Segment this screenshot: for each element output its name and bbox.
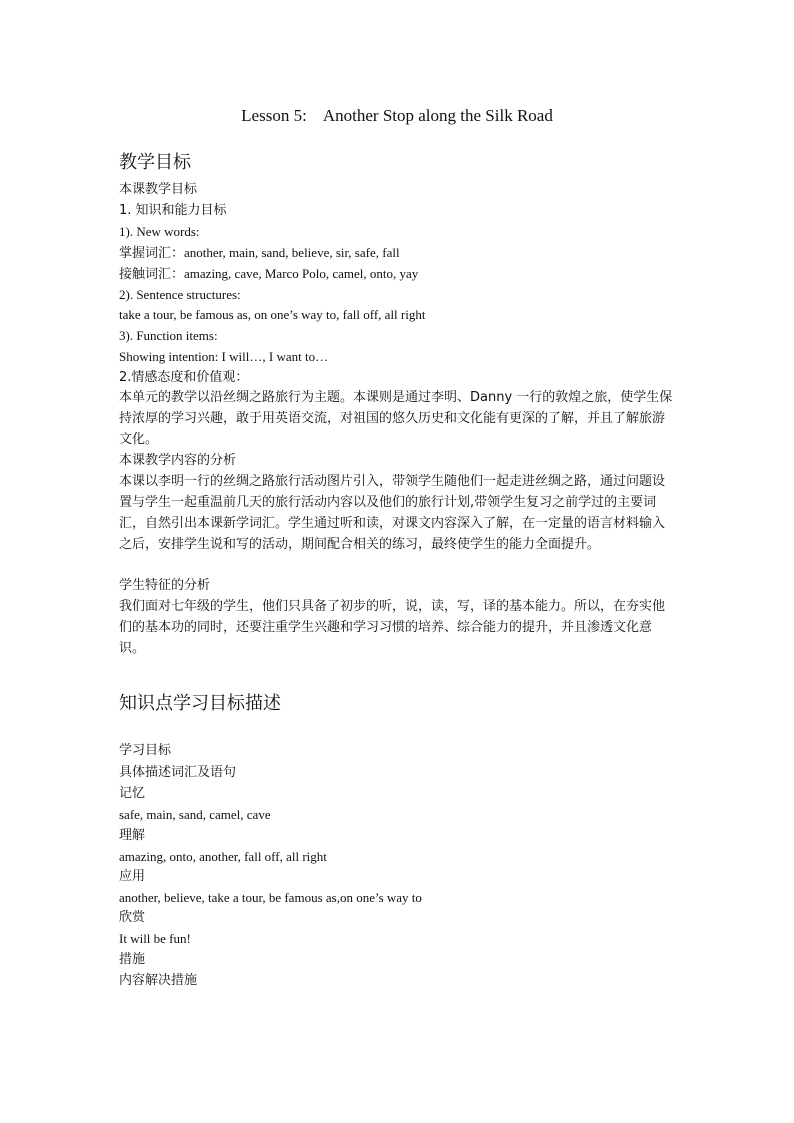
master-vocab-words: another, main, sand, believe, sir, safe, fall [184, 245, 400, 260]
appreciate-label: 欣赏 [119, 910, 146, 925]
understand-words: amazing, onto, another, fall off, all right [119, 849, 327, 864]
memory-label: 记忆 [119, 786, 146, 801]
function-items-label: 3). Function items: [119, 328, 218, 343]
contact-vocab-line [119, 265, 418, 284]
master-vocab-line [119, 244, 400, 263]
sentence-structures-list: take a tour, be famous as, on one’s way to, fall off, all right [119, 307, 426, 322]
attitude-values-item: 2.情感态度和价值观： [119, 370, 249, 385]
appreciate-words: It will be fun! [119, 931, 191, 946]
section-heading-knowledge-goals: 知识点学习目标描述 [119, 693, 281, 714]
new-words-label: 1). New words: [119, 224, 200, 239]
attitude-paragraph: 本单元的教学以沿丝绸之路旅行为主题。本课则是通过李明、Danny 一行的敦煌之旅，使学生保持浓厚的学习兴趣，敢于用英语交流，对祖国的悠久历史和文化能有更深的了解，并且了解旅游文化。 [119, 390, 673, 447]
memory-words: safe, main, sand, camel, cave [119, 807, 271, 822]
master-vocab-label: 掌握词汇： [119, 246, 185, 261]
lesson-title: Lesson 5: Another Stop along the Silk Road [241, 106, 553, 125]
learning-goal-label: 学习目标 [119, 743, 172, 758]
description-label: 具体描述词汇及语句 [119, 765, 237, 780]
section-heading-teaching-goals: 教学目标 [119, 152, 191, 173]
contact-vocab-label: 接触词汇： [119, 267, 185, 282]
content-analysis-heading: 本课教学内容的分析 [119, 453, 237, 468]
measures-label: 措施 [119, 952, 146, 967]
apply-words: another, believe, take a tour, be famous as,on one’s way to [119, 890, 422, 905]
understand-label: 理解 [119, 828, 146, 843]
student-analysis-heading: 学生特征的分析 [119, 578, 211, 593]
content-measures-label: 内容解决措施 [119, 973, 198, 988]
apply-label: 应用 [119, 869, 146, 884]
showing-intention-line: Showing intention: I will…, I want to… [119, 349, 329, 364]
sentence-structures-label: 2). Sentence structures: [119, 287, 241, 302]
knowledge-ability-item: 1. 知识和能力目标 [119, 203, 227, 218]
lesson-goals-heading: 本课教学目标 [119, 182, 198, 197]
contact-vocab-words: amazing, cave, Marco Polo, camel, onto, yay [184, 266, 419, 281]
content-analysis-paragraph: 本课以李明一行的丝绸之路旅行活动图片引入，带领学生随他们一起走进丝绸之路，通过问题设置与学生一起重温前几天的旅行活动内容以及他们的旅行计划,带领学生复习之前学过的主要词汇，自然引出本课新学词汇。学生通过听和读，对课文内容深入了解，在一定量的语言材料输入之后，安排学生说和写的活动，期间配合相关的练习，最终使学生的能力全面提升。 [119, 474, 666, 552]
student-analysis-paragraph: 我们面对七年级的学生，他们只具备了初步的听，说，读，写，译的基本能力。所以，在夯实他们的基本功的同时，还要注重学生兴趣和学习习惯的培养、综合能力的提升，并且渗透文化意识。 [119, 599, 666, 656]
